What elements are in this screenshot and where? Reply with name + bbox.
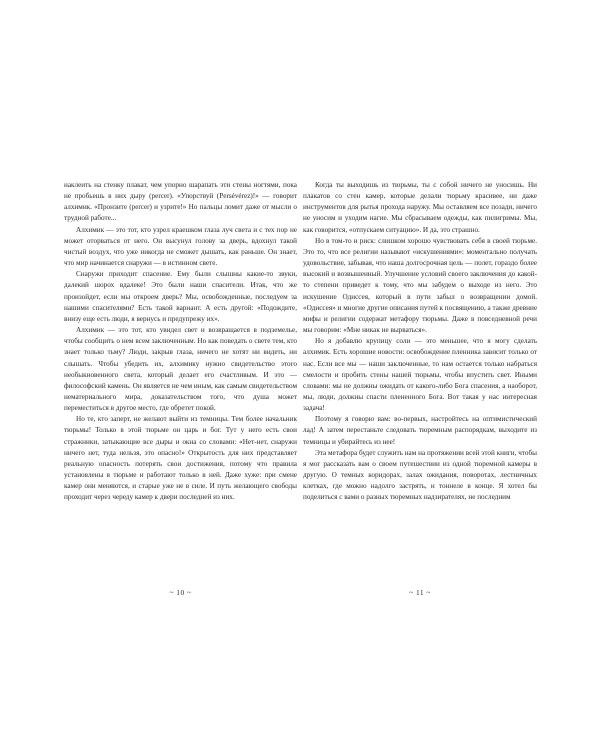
left-page-text bbox=[64, 180, 297, 504]
paragraph: Когда ты выходишь из тюрьмы, ты с собой ничего не уносишь. Ни плакатов со стен камер, которые делали тюрьму красивее, ни даже инструментов для рытья прохода наружу. Мы оставляем все позади, ничего не уносим и уходим нагие. Мы сбрасываем одежды, как пилигримы. Мы, как говорится, «отпускаем ситуацию». И да, это страшно. bbox=[303, 181, 537, 234]
page-number: ~ 11 ~ bbox=[409, 588, 431, 597]
paragraph: Алхимик — это тот, кто увидел свет и возвращается в подземелье, чтобы сообщить о нем всем заключенным. Но как поведать о свете тем, кто знает только тьму? Люди, закрыв глаза, ничего не хотят ни видеть, ни слышать. Чтобы убедить их, алхимику нужно свидетельство этого необыкновенного света, который делает его счастливым. И это — философский камень. Он является не чем иным, как самым свидетельством нематериального мира, доказательством того, что душа может переместиться в другое место, где обретет покой. bbox=[64, 326, 297, 413]
paragraph: наклеить на стенку плакат, чем упорно шарапать эти стены ногтями, пока не пробьешь в них дыру (percer). «Упорствуй (Persévérez)!» — говорит алхимик. «Пронзите (percer) и узрите!» Но пальцы ломит даже от мысли о трудной работе... bbox=[64, 181, 297, 223]
paragraph: Поэтому я говорю вам: во-первых, настройтесь на оптимистический лад! А затем перестаньте следовать тюремным распорядкам, выходите из темницы и убирайтесь из нее! bbox=[303, 415, 537, 446]
page-number: ~ 10 ~ bbox=[169, 588, 192, 597]
left-page bbox=[64, 180, 297, 597]
paragraph: Снаружи приходит спасение. Ему были слышны какие-то звуки, далекий шорох вдалеке! Это были наши спасители. Итак, что же произойдет, если мы откроем дверь? Мы, освобожденные, последуем за нашими спасителями? Есть такой вариант. А есть другой: «Подождите, внизу еще есть люди, я вернусь и предупрежу их». bbox=[64, 270, 297, 323]
paragraph: Эта метафора будет служить нам на протяжении всей этой книги, чтобы я мог рассказать вам о своем путешествии из одной тюремной камеры в другую. О темных коридорах, залах ожидания, поворотах, лестничных клетках, где можно надолго застрять, и тоннеле в конце. Я хотел бы поделиться с вами о разных тюремных надзирателях, не последним bbox=[303, 448, 537, 502]
paragraph: Но в том-то и риск: слишком хорошо чувствовать себя в своей тюрьме. Это то, что все религии называют «искушениями»: моментально получать удовольствие, забывая, что наша долгосрочная цель — полет, гораздо более высокий и возвышенный. Улучшение условий своего заключения до какой-то степени приведет к тому, что мы забудем о выходе из него. Это искушение Одиссея, который в пути забыл о возвращении домой. «Одиссея» и многие другие описания путей к посвящению, а также древние мифы и религии содержат метафору тюрьмы. Даже в повседневной речи мы говорим: «Мне никак не вырваться». bbox=[303, 236, 538, 335]
right-page-text bbox=[303, 180, 537, 504]
right-page bbox=[303, 180, 538, 597]
paragraph: Но те, кто заперт, не желают выйти из темницы. Тем более начальник тюрьмы! Только в этой тюрьме он царь и бог. Тут у него есть свои стражники, затыкающие все дыры и окна со словами: «Нет-нет, снаружи ничего нет, туда нельзя, это опасно!» Открытость для них представляет реальную опасность потерять свои достижения, потому что правила установлены в тюрьме и работают только в ней. Даже хуже: при смене камер они меняются, и старые уже не в силе. И путь желающего свободы проходит через череду камер к двери последней из них. bbox=[64, 415, 297, 502]
paragraph: Но я добавлю крупицу соли — это меньшее, что я могу сделать алхимик. Есть хорошие новости: освобождение пленника зависит только от нас. Если все мы — наши заключенные, то нам остается только набраться смелости и пробить стены нашей тюрьмы, чтобы впустить свет. Иными словами: мы не должны ожидать от какого-либо Бога спасения, а наоборот, мы, люди, должны спасти плененного Бога. Вот такая у нас интересная задача! bbox=[303, 337, 537, 413]
paragraph: Алхимик — это тот, кто узрел краешком глаза луч света и с тех пор не может оторваться от него. Он высунул голову за дверь, вдохнул такой чистый воздух, что уже никогда не сможет дышать, как раньше. Он знает, что мир начинается снаружи — в истинном свете. bbox=[64, 225, 297, 268]
